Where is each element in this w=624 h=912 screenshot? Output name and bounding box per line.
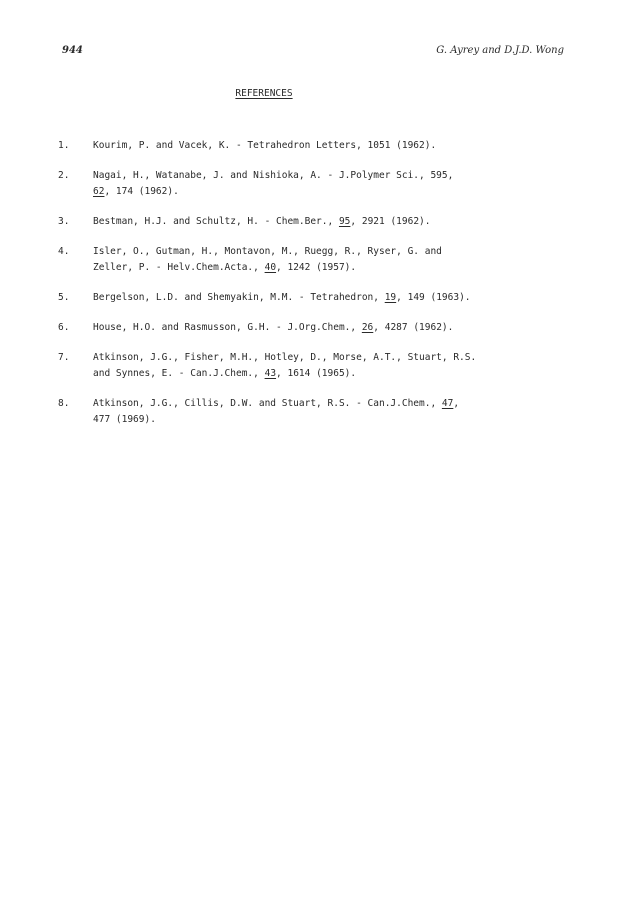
reference-line xyxy=(93,260,538,276)
reference-number: 3. xyxy=(58,216,70,227)
reference-line xyxy=(93,214,538,230)
reference-volume: 47 xyxy=(441,398,454,409)
reference-number: 5. xyxy=(58,292,70,303)
reference-text: , 4287 (1962). xyxy=(373,322,454,333)
reference-volume: 95 xyxy=(338,216,351,227)
reference-item-5 xyxy=(58,290,538,306)
reference-line xyxy=(93,244,538,260)
reference-text: Bergelson, L.D. and Shemyakin, M.M. - Tetrahedron, xyxy=(93,292,385,303)
reference-text: , 1614 (1965). xyxy=(276,368,357,379)
reference-text: , xyxy=(453,398,460,409)
reference-line xyxy=(93,412,538,428)
reference-volume: 19 xyxy=(384,292,397,303)
reference-volume: 40 xyxy=(264,262,277,273)
reference-text: Isler, O., Gutman, H., Montavon, M., Ruegg, R., Ryser, G. and xyxy=(93,246,442,257)
page-number: 944 xyxy=(62,45,83,56)
reference-line xyxy=(93,320,538,336)
reference-number: 7. xyxy=(58,352,70,363)
section-title: REFERENCES xyxy=(235,88,293,99)
reference-text: Bestman, H.J. and Schultz, H. - Chem.Ber., xyxy=(93,216,339,227)
reference-number: 1. xyxy=(58,140,70,151)
reference-line xyxy=(93,290,538,306)
reference-line xyxy=(93,396,538,412)
reference-item-6 xyxy=(58,320,538,336)
reference-text: Nagai, H., Watanabe, J. and Nishioka, A. - J.Polymer Sci., 595, xyxy=(93,170,454,181)
reference-item-7 xyxy=(58,350,538,382)
reference-volume: 62 xyxy=(93,186,105,197)
reference-number: 6. xyxy=(58,322,70,333)
reference-number: 2. xyxy=(58,170,70,181)
reference-text: , 149 (1963). xyxy=(396,292,471,303)
reference-text: , 2921 (1962). xyxy=(350,216,431,227)
reference-text: House, H.O. and Rasmusson, G.H. - J.Org.Chem., xyxy=(93,322,362,333)
reference-number: 8. xyxy=(58,398,70,409)
reference-line xyxy=(93,168,538,184)
reference-list xyxy=(58,138,538,442)
reference-text: , 1242 (1957). xyxy=(276,262,357,273)
running-header-authors: G. Ayrey and D.J.D. Wong xyxy=(436,45,564,56)
reference-item-4 xyxy=(58,244,538,276)
reference-line xyxy=(93,184,538,200)
reference-text: Atkinson, J.G., Cillis, D.W. and Stuart, R.S. - Can.J.Chem., xyxy=(93,398,442,409)
reference-line xyxy=(93,350,538,366)
reference-text: Zeller, P. - Helv.Chem.Acta., xyxy=(93,262,265,273)
reference-line xyxy=(93,366,538,382)
reference-item-1 xyxy=(58,138,538,154)
reference-volume: 43 xyxy=(264,368,277,379)
reference-text: , 174 (1962). xyxy=(104,186,179,197)
reference-number: 4. xyxy=(58,246,70,257)
reference-line xyxy=(93,138,538,154)
reference-text: Atkinson, J.G., Fisher, M.H., Hotley, D., Morse, A.T., Stuart, R.S. xyxy=(93,352,477,363)
reference-volume: 26 xyxy=(361,322,374,333)
reference-text: Kourim, P. and Vacek, K. - Tetrahedron Letters, 1051 (1962). xyxy=(93,140,437,151)
reference-text: and Synnes, E. - Can.J.Chem., xyxy=(93,368,265,379)
reference-item-8 xyxy=(58,396,538,428)
reference-item-2 xyxy=(58,168,538,200)
reference-item-3 xyxy=(58,214,538,230)
reference-text: 477 (1969). xyxy=(93,414,156,425)
